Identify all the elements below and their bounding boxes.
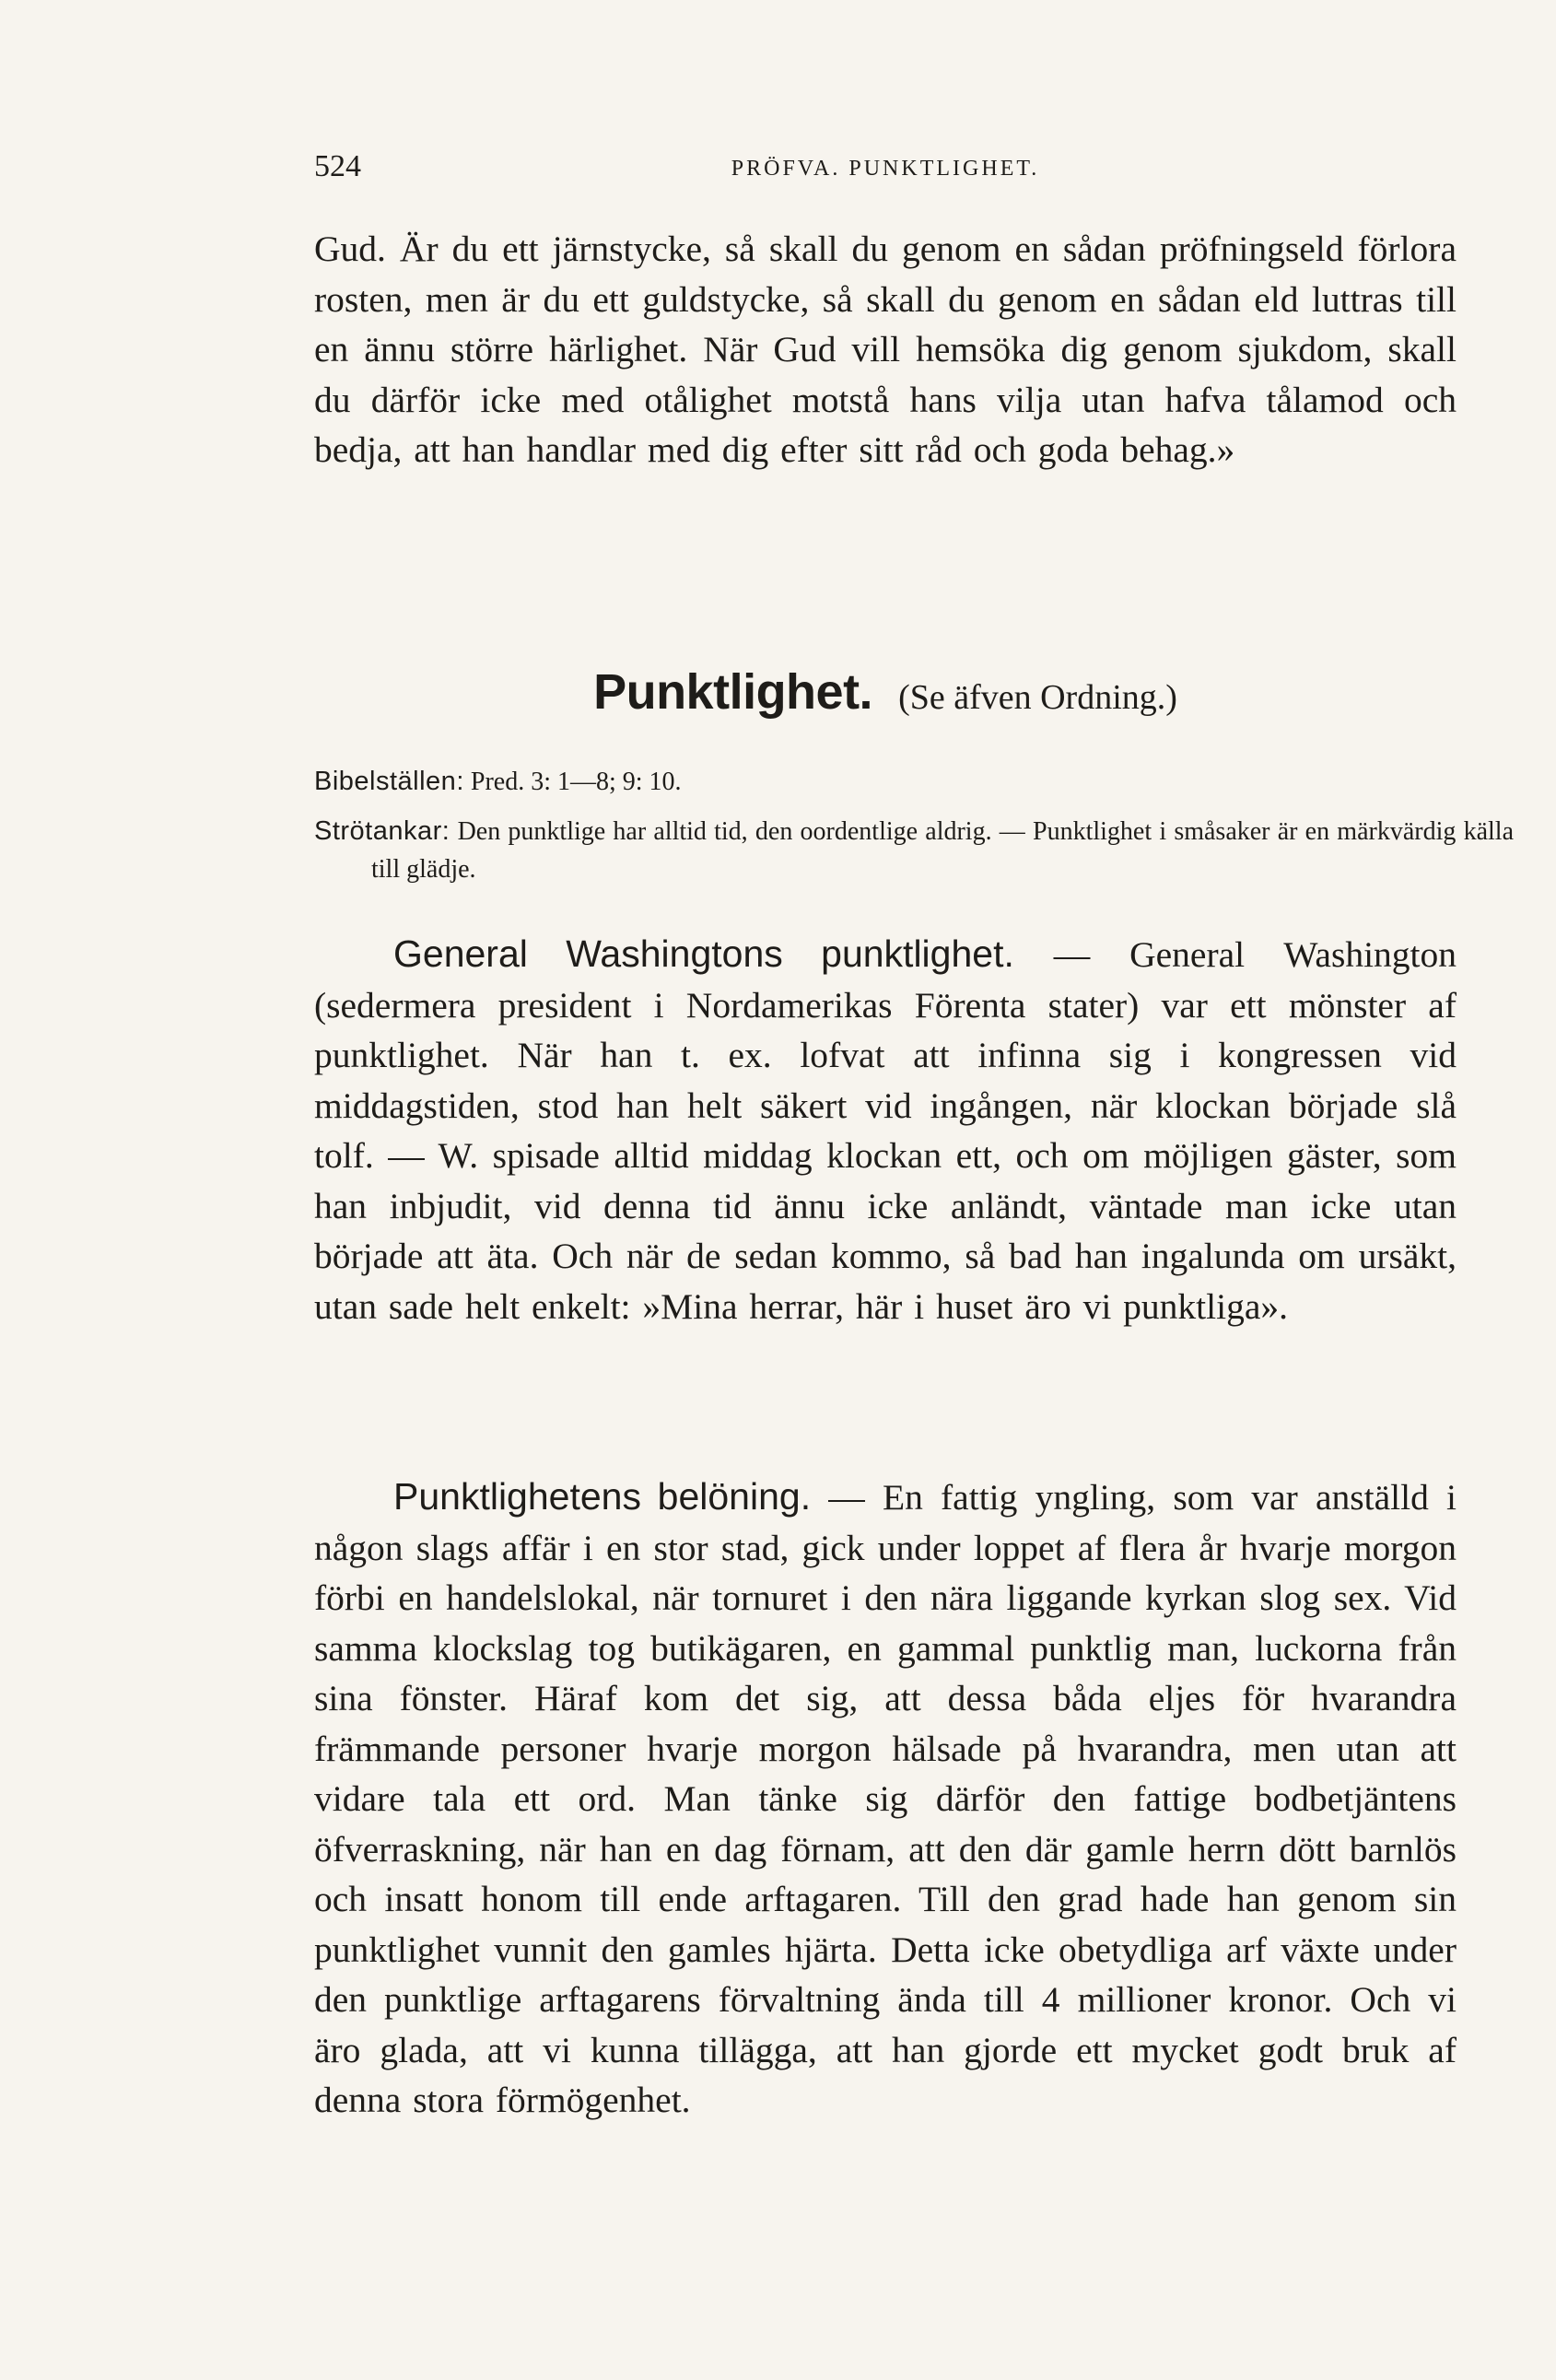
article-text: — General Washington (sedermera president i Nordamerikas Förenta stater) var ett mönster af punktlighet. När han t. ex. lofvat att infinna sig i kongressen vid middagstiden, stod han helt säkert vid ingången, när klockan började slå tolf. — W. spisade alltid middag klockan ett, och om möjligen gäster, som han inbjudit, vid denna tid ännu icke anländt, väntade man icke utan började att äta. Och när de sedan kommo, så bad han ingalunda om ursäkt, utan sade helt enkelt: »Mina herrar, här i huset äro vi punktliga». [314,934,1457,1327]
article-heading: Punktlighetens belöning. [393,1475,812,1518]
section-title [314,663,1457,728]
bible-references-label: Bibelställen: [314,767,464,796]
article-text: — En fattig yngling, som var anställd i någon slags affär i en stor stad, gick under loppet af flera år hvarje morgon förbi en handelslokal, när tornuret i den nära liggande kyrkan slog sex. Vid samma klockslag tog butikägaren, en gammal punktlig man, luckorna från sina fönster. Häraf kom det sig, att dessa båda eljes för hvarandra främmande personer hvarje morgon hälsade på hvarandra, men utan att vidare tala ett ord. Man tänke sig därför den fattige bodbetjäntens öfverraskning, när han en dag förnam, att den där gamle herrn dött barnlös och insatt honom till ende arftagaren. Till den grad hade han genom sin punktlighet vunnit den gamles hjärta. Detta icke obetydliga arf växte under den punktlige arftagarens förvaltning ända till 4 millioner kronor. Och vi äro glada, att vi kunna tillägga, att han gjorde ett mycket godt bruk af denna stora förmögenhet. [314,1477,1457,2120]
continued-paragraph: Gud. Är du ett järnstycke, så skall du genom en sådan pröfningseld förlora rosten, men är du ett guldstycke, så skall du genom en sådan eld luttras till en ännu större härlighet. När Gud vill hemsöka dig genom sjukdom, skall du därför icke med otålighet motstå hans vilja utan hafva tålamod och bedja, att han handlar med dig efter sitt råd och goda behag.» [314,229,1457,470]
section-cross-reference: (Se äfven Ordning.) [898,678,1177,717]
bible-references [314,763,1457,801]
bible-references-text: Pred. 3: 1—8; 9: 10. [470,768,682,796]
page-header [314,149,1457,195]
article-washington [314,929,1457,1331]
aphorisms-text: Den punktlige har alltid tid, den oordentlige aldrig. — Punktlighet i småsaker är en märkvärdig källa till glädje. [371,817,1514,884]
page-number: 524 [314,149,361,183]
aphorisms [314,813,1514,888]
article-heading: General Washingtons punktlighet. [393,932,1014,975]
article-punctuality-reward [314,1471,1457,2126]
section-title-text: Punktlighet. [593,664,873,720]
aphorisms-label: Strötankar: [314,816,450,846]
running-head: PRÖFVA. PUNKTLIGHET. [731,157,1040,181]
